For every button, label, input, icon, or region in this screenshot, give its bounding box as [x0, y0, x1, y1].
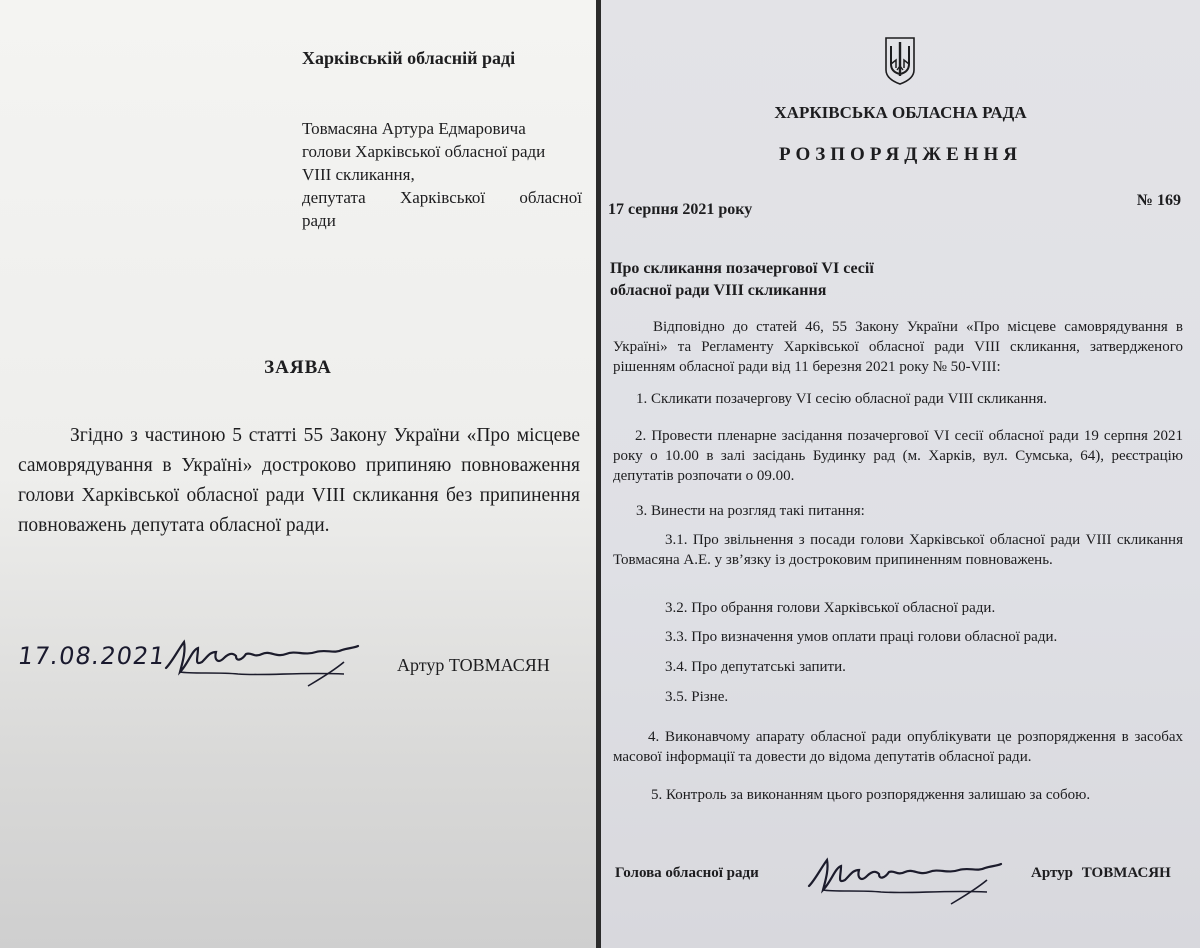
- trident-emblem-icon: [883, 36, 917, 86]
- signature-icon: [801, 846, 1006, 908]
- order-subitem: 3.1. Про звільнення з посади голови Харківської обласної ради VIII скликання Товмасяна А.Е. у зв’язку із достроковим припиненням повноважень.: [613, 532, 1183, 568]
- sender-line: VIII скликання,: [302, 165, 415, 184]
- signer-title: Голова обласної ради: [615, 865, 759, 881]
- order-subject: [610, 258, 874, 302]
- order-item: 2. Провести пленарне засідання позачергової VI сесії обласної ради 19 серпня 2021 року о 10.00 в залі засідань Будинку рад (м. Харків, вул. Сумська, 64), реєстрацію депутатів розпочати о 09.00.: [613, 428, 1183, 484]
- order-page: [601, 0, 1200, 948]
- order-subitem: 3.5. Різне.: [665, 689, 729, 705]
- sender-line: Товмасяна Артура Едмаровича: [302, 119, 526, 138]
- statement-heading: ЗАЯВА: [264, 357, 332, 378]
- subject-line: обласної ради VIII скликання: [610, 282, 827, 299]
- order-item: 3. Винести на розгляд такі питання:: [636, 503, 865, 519]
- sender-word: Харківської: [399, 188, 486, 207]
- sender-line-justified: [302, 186, 582, 209]
- addressee: Харківській обласній раді: [302, 48, 516, 68]
- subject-line: Про скликання позачергової VI сесії: [610, 260, 874, 277]
- signature-icon: [158, 628, 363, 690]
- handwritten-date: 17.08.2021: [16, 642, 168, 670]
- order-basis: Відповідно до статей 46, 55 Закону України «Про місцеве самоврядування в Україні» та Регламенту Харківської обласної ради VIII скликання, затвердженого рішенням обласної ради від 11 березня 2021 року № 50-VIII:: [613, 319, 1183, 375]
- sender-line: голови Харківської обласної ради: [302, 142, 546, 161]
- order-date: 17 серпня 2021 року: [608, 201, 753, 218]
- statement-text: Згідно з частиною 5 статті 55 Закону України «Про місцеве самоврядування в Україні» достроково припиняю повноваження голови Харківської обласної ради VIII скликання без припинення повноважень депутата обласної ради.: [18, 425, 580, 536]
- signer-name: Артур ТОВМАСЯН: [1031, 865, 1171, 881]
- order-item: 4. Виконавчому апарату обласної ради опублікувати це розпорядження в засобах масової інформації та довести до відома депутатів обласної ради.: [613, 729, 1183, 765]
- document-type: РОЗПОРЯДЖЕННЯ: [778, 144, 1023, 165]
- sender-block: [302, 117, 582, 232]
- order-subitem: 3.3. Про визначення умов оплати праці голови обласної ради.: [665, 629, 1058, 645]
- order-subitem: 3.4. Про депутатські запити.: [665, 659, 846, 675]
- council-name: ХАРКІВСЬКА ОБЛАСНА РАДА: [774, 103, 1027, 122]
- sender-word: обласної: [519, 188, 582, 207]
- order-item: 1. Скликати позачергову VI сесію обласної ради VIII скликання.: [636, 391, 1048, 407]
- order-subitem: 3.2. Про обрання голови Харківської обласної ради.: [665, 600, 996, 616]
- statement-page: [0, 0, 596, 948]
- signer-name: Артур ТОВМАСЯН: [397, 655, 550, 675]
- sender-word: депутата: [302, 188, 366, 207]
- order-item: 5. Контроль за виконанням цього розпорядження залишаю за собою.: [651, 787, 1091, 803]
- sender-line: ради: [302, 211, 336, 230]
- order-number: № 169: [1136, 192, 1181, 209]
